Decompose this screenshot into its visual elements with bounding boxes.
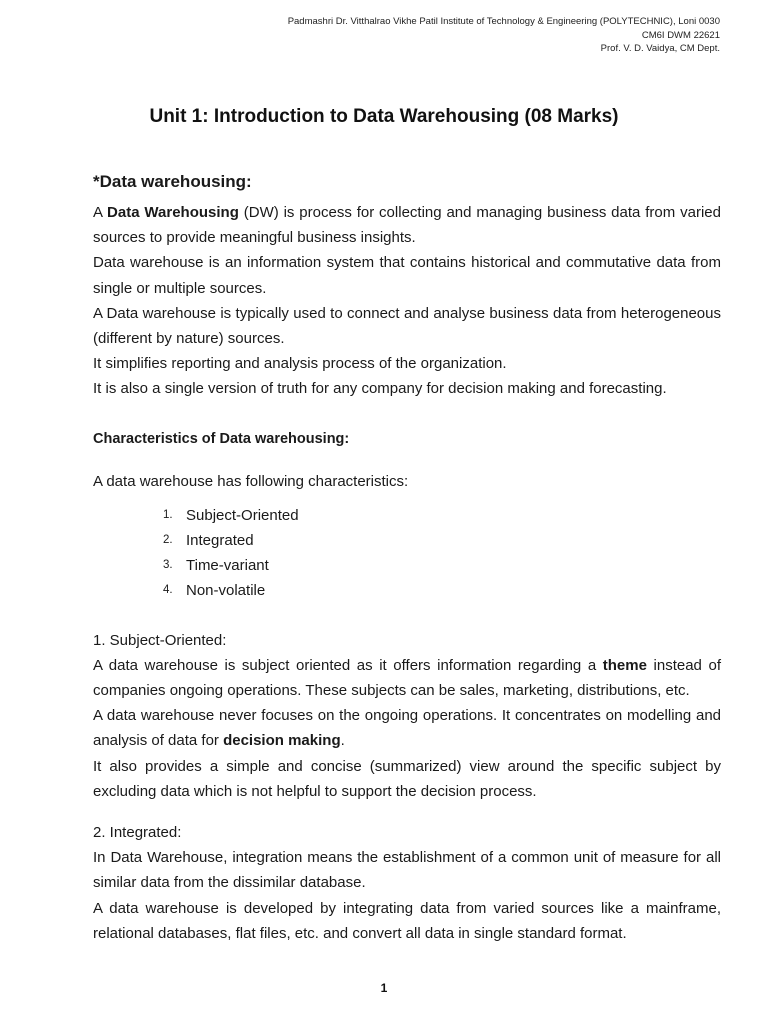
text-span: instead of companies ongoing operations. These subjects can be sales, marketing, distributions, etc. (93, 656, 721, 700)
bold-term: decision making (223, 732, 341, 750)
list-item (93, 578, 721, 603)
paragraph: Data warehouse is an information system that contains historical and commutative data from single or multiple sources. (93, 254, 721, 297)
paragraph (93, 200, 721, 250)
paragraph (93, 653, 721, 703)
page-title: Unit 1: Introduction to Data Warehousing (08 Marks) (149, 106, 619, 127)
list-number: 4. (163, 584, 173, 597)
paragraph: A Data warehouse is typically used to connect and analyse business data from heterogeneous (different by nature) sources. (93, 304, 721, 348)
list-label: Time-variant (186, 557, 269, 575)
text-span: (DW) is process for collecting and managing business data from varied sources to provide meaningful business insights. (93, 204, 721, 247)
paragraph: It also provides a simple and concise (summarized) view around the specific subject by excluding data which is not helpful to support the decision process. (93, 757, 721, 800)
list-number: 1. (163, 508, 173, 521)
page-number: 1 (380, 981, 388, 995)
paragraph: It simplifies reporting and analysis process of the organization. (93, 355, 507, 373)
page-header (288, 15, 720, 56)
characteristics-list (93, 503, 721, 604)
section-heading-data-warehousing: *Data warehousing: (93, 172, 252, 191)
list-item (93, 528, 721, 553)
list-label: Integrated (186, 532, 254, 550)
header-professor: Prof. V. D. Vaidya, CM Dept. (600, 43, 720, 54)
bold-term: Data Warehousing (107, 204, 239, 221)
text-span: A data warehouse is subject oriented as it offers information regarding a (93, 656, 603, 674)
text-span: A data warehouse never focuses on the ongoing operations. It concentrates on modelling and analysis of data for (93, 707, 721, 750)
document-body (93, 170, 721, 946)
paragraph: It is also a single version of truth for any company for decision making and forecasting. (93, 380, 667, 398)
list-number: 2. (163, 534, 173, 547)
header-course: CM6I DWM 22621 (641, 29, 720, 41)
subsection-heading-integrated: 2. Integrated: (93, 824, 182, 842)
paragraph: In Data Warehouse, integration means the establishment of a common unit of measure for all similar data from the dissimilar database. (93, 849, 721, 892)
text-span: . (340, 732, 345, 750)
text-span: A (93, 204, 108, 221)
list-item (93, 553, 721, 578)
characteristics-intro: A data warehouse has following characteristics: (93, 472, 409, 490)
subsection-heading-subject-oriented: 1. Subject-Oriented: (93, 631, 227, 649)
paragraph: A data warehouse is developed by integrating data from varied sources like a mainframe, relational databases, flat files, etc. and convert all data in single standard format. (93, 899, 721, 942)
paragraph (93, 703, 721, 753)
list-number: 3. (163, 559, 173, 572)
list-label: Non-volatile (186, 582, 266, 600)
list-label: Subject-Oriented (186, 506, 299, 524)
bold-term: theme (602, 656, 647, 674)
list-item (93, 503, 721, 528)
characteristics-heading: Characteristics of Data warehousing: (93, 430, 350, 447)
header-institute: Padmashri Dr. Vitthalrao Vikhe Patil Institute of Technology & Engineering (POLYTECHNIC), Loni 0030 (287, 16, 720, 27)
